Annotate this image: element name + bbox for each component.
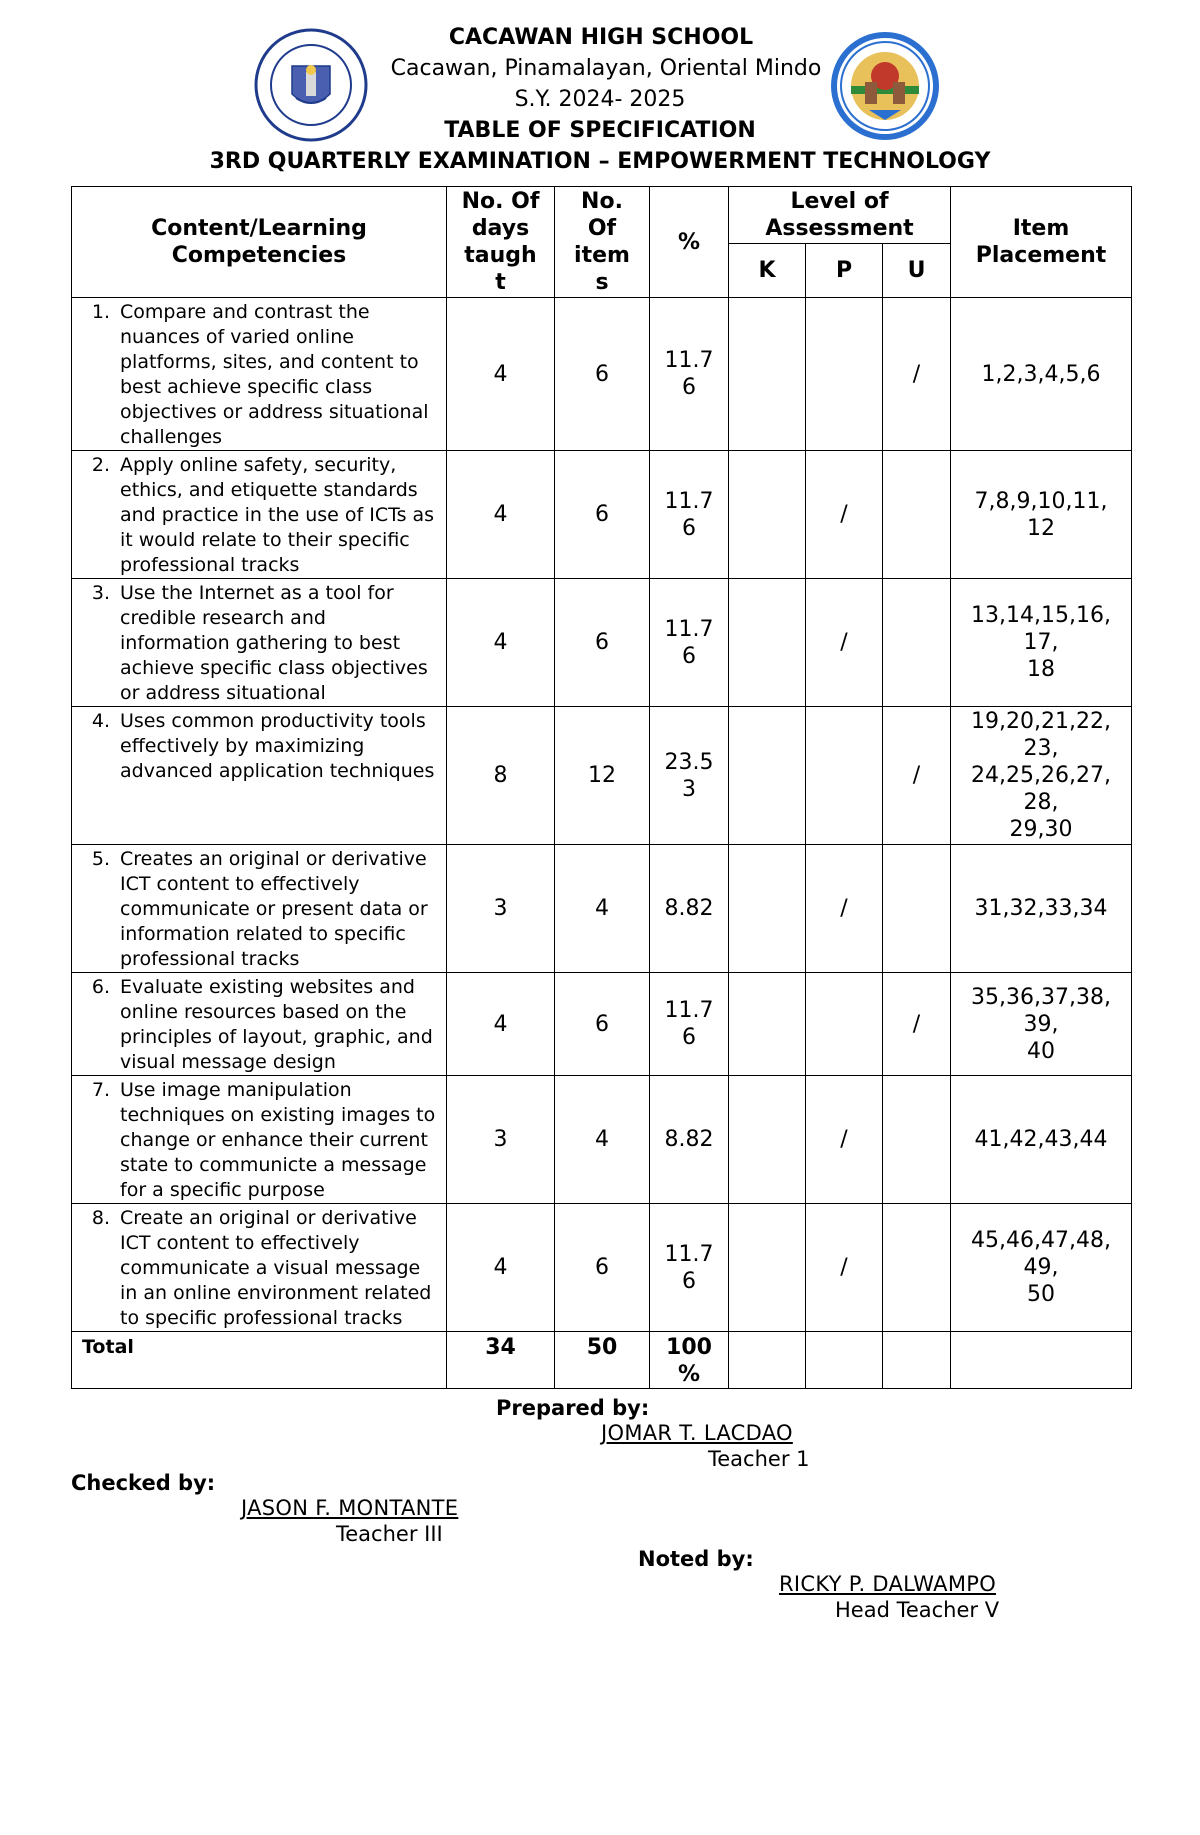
number-of-items-cell: 6 bbox=[555, 1204, 650, 1332]
header-days-taught: No. Of days taugh t bbox=[447, 187, 555, 298]
header-item-placement: Item Placement bbox=[951, 187, 1132, 298]
competency-row bbox=[72, 1076, 1132, 1204]
days-taught-cell: 4 bbox=[447, 579, 555, 707]
level-u-cell bbox=[883, 1076, 951, 1204]
level-p-cell: / bbox=[806, 1076, 883, 1204]
level-k-cell bbox=[729, 298, 806, 451]
level-p-cell: / bbox=[806, 1204, 883, 1332]
number-of-items-cell: 6 bbox=[555, 298, 650, 451]
competency-cell bbox=[72, 451, 447, 579]
competency-number: 8. bbox=[91, 1207, 110, 1229]
school-seal-logo bbox=[829, 30, 941, 142]
competency-number: 7. bbox=[91, 1079, 110, 1101]
level-p-cell bbox=[806, 973, 883, 1076]
school-name: CACAWAN HIGH SCHOOL bbox=[448, 25, 754, 50]
competency-text: Use the Internet as a tool for credible research and information gathering to best achieve specific class objectives or address situational bbox=[120, 582, 428, 704]
days-taught-cell: 3 bbox=[447, 1076, 555, 1204]
header-level-of-assessment: Level of Assessment bbox=[729, 187, 951, 244]
days-taught-cell: 4 bbox=[447, 1204, 555, 1332]
percent-cell: 8.82 bbox=[650, 845, 729, 973]
level-k-cell bbox=[729, 451, 806, 579]
total-row bbox=[72, 1332, 1132, 1389]
number-of-items-cell: 4 bbox=[555, 845, 650, 973]
competency-text: Create an original or derivative ICT content to effectively communicate a visual message in an online environment related to specific professional tracks bbox=[120, 1207, 432, 1329]
days-taught-cell: 4 bbox=[447, 451, 555, 579]
competency-cell bbox=[72, 298, 447, 451]
total-days: 34 bbox=[447, 1332, 555, 1389]
level-p-cell: / bbox=[806, 845, 883, 973]
total-p-cell bbox=[806, 1332, 883, 1389]
number-of-items-cell: 6 bbox=[555, 973, 650, 1076]
percent-cell: 11.7 6 bbox=[650, 973, 729, 1076]
competency-text: Uses common productivity tools effectively by maximizing advanced application techniques bbox=[120, 710, 435, 782]
competency-number: 1. bbox=[91, 301, 110, 323]
level-u-cell bbox=[883, 845, 951, 973]
level-k-cell bbox=[729, 845, 806, 973]
item-placement-cell: 31,32,33,34 bbox=[951, 845, 1132, 973]
competency-text: Use image manipulation techniques on existing images to change or enhance their current state to communicte a message for a specific purpose bbox=[120, 1079, 436, 1201]
total-k-cell bbox=[729, 1332, 806, 1389]
item-placement-cell: 7,8,9,10,11, 12 bbox=[951, 451, 1132, 579]
percent-cell: 11.7 6 bbox=[650, 579, 729, 707]
header-percent: % bbox=[650, 187, 729, 298]
total-placement-cell bbox=[951, 1332, 1132, 1389]
total-label: Total bbox=[72, 1332, 447, 1389]
number-of-items-cell: 6 bbox=[555, 579, 650, 707]
school-year: S.Y. 2024- 2025 bbox=[514, 87, 686, 112]
percent-cell: 11.7 6 bbox=[650, 451, 729, 579]
checked-by-label: Checked by: bbox=[71, 1471, 216, 1495]
competency-row bbox=[72, 707, 1132, 845]
level-p-cell: / bbox=[806, 451, 883, 579]
level-k-cell bbox=[729, 707, 806, 845]
competency-text: Evaluate existing websites and online resources based on the principles of layout, graphic, and visual message design bbox=[120, 976, 433, 1073]
level-u-cell: / bbox=[883, 298, 951, 451]
deped-seal-logo bbox=[254, 28, 368, 142]
competency-row bbox=[72, 1204, 1132, 1332]
days-taught-cell: 3 bbox=[447, 845, 555, 973]
competency-cell bbox=[72, 707, 447, 845]
level-u-cell bbox=[883, 579, 951, 707]
percent-cell: 23.5 3 bbox=[650, 707, 729, 845]
header-u: U bbox=[883, 244, 951, 298]
days-taught-cell: 4 bbox=[447, 973, 555, 1076]
level-u-cell: / bbox=[883, 973, 951, 1076]
total-items: 50 bbox=[555, 1332, 650, 1389]
item-placement-cell: 41,42,43,44 bbox=[951, 1076, 1132, 1204]
competency-number: 6. bbox=[91, 976, 110, 998]
level-p-cell: / bbox=[806, 579, 883, 707]
level-u-cell: / bbox=[883, 707, 951, 845]
total-percent: 100 % bbox=[650, 1332, 729, 1389]
item-placement-cell: 45,46,47,48, 49, 50 bbox=[951, 1204, 1132, 1332]
level-k-cell bbox=[729, 1076, 806, 1204]
noted-by-label: Noted by: bbox=[638, 1547, 754, 1571]
percent-cell: 8.82 bbox=[650, 1076, 729, 1204]
competency-cell bbox=[72, 1204, 447, 1332]
item-placement-cell: 1,2,3,4,5,6 bbox=[951, 298, 1132, 451]
competency-number: 3. bbox=[91, 582, 110, 604]
competency-row bbox=[72, 579, 1132, 707]
item-placement-cell: 13,14,15,16, 17, 18 bbox=[951, 579, 1132, 707]
number-of-items-cell: 4 bbox=[555, 1076, 650, 1204]
number-of-items-cell: 12 bbox=[555, 707, 650, 845]
competency-cell bbox=[72, 579, 447, 707]
checked-by-title: Teacher III bbox=[336, 1522, 443, 1546]
competency-number: 2. bbox=[91, 454, 110, 476]
prepared-by-name: JOMAR T. LACDAO bbox=[601, 1421, 793, 1445]
exam-title: 3RD QUARTERLY EXAMINATION – EMPOWERMENT TECHNOLOGY bbox=[209, 149, 991, 174]
prepared-by-label: Prepared by: bbox=[496, 1396, 650, 1420]
school-address: Cacawan, Pinamalayan, Oriental Mindo bbox=[390, 56, 822, 81]
competency-row bbox=[72, 973, 1132, 1076]
noted-by-name: RICKY P. DALWAMPO bbox=[779, 1572, 997, 1596]
competency-number: 5. bbox=[91, 848, 110, 870]
item-placement-cell: 19,20,21,22, 23, 24,25,26,27, 28, 29,30 bbox=[951, 707, 1132, 845]
specification-table bbox=[71, 186, 1132, 1389]
competency-row bbox=[72, 451, 1132, 579]
competency-cell bbox=[72, 845, 447, 973]
competency-row bbox=[72, 298, 1132, 451]
competency-text: Creates an original or derivative ICT content to effectively communicate or present data or information related to specific professional tracks bbox=[120, 848, 428, 970]
checked-by-name: JASON F. MONTANTE bbox=[241, 1496, 459, 1520]
competency-number: 4. bbox=[91, 710, 110, 732]
days-taught-cell: 8 bbox=[447, 707, 555, 845]
document-header bbox=[0, 22, 1200, 177]
level-p-cell bbox=[806, 707, 883, 845]
level-u-cell bbox=[883, 1204, 951, 1332]
header-competencies: Content/Learning Competencies bbox=[72, 187, 447, 298]
percent-cell: 11.7 6 bbox=[650, 298, 729, 451]
document-title: TABLE OF SPECIFICATION bbox=[444, 118, 756, 143]
days-taught-cell: 4 bbox=[447, 298, 555, 451]
competency-cell bbox=[72, 973, 447, 1076]
number-of-items-cell: 6 bbox=[555, 451, 650, 579]
competency-cell bbox=[72, 1076, 447, 1204]
item-placement-cell: 35,36,37,38, 39, 40 bbox=[951, 973, 1132, 1076]
level-k-cell bbox=[729, 579, 806, 707]
competency-text: Compare and contrast the nuances of varied online platforms, sites, and content to best achieve specific class objectives or address situational challenges bbox=[120, 301, 429, 448]
header-p: P bbox=[806, 244, 883, 298]
level-k-cell bbox=[729, 973, 806, 1076]
header-k: K bbox=[729, 244, 806, 298]
percent-cell: 11.7 6 bbox=[650, 1204, 729, 1332]
competency-row bbox=[72, 845, 1132, 973]
noted-by-title: Head Teacher V bbox=[835, 1598, 1000, 1622]
competency-text: Apply online safety, security, ethics, and etiquette standards and practice in the use of ICTs as it would relate to their specific professional tracks bbox=[120, 454, 435, 576]
header-number-of-items: No. Of item s bbox=[555, 187, 650, 298]
prepared-by-title: Teacher 1 bbox=[708, 1447, 810, 1471]
total-u-cell bbox=[883, 1332, 951, 1389]
level-k-cell bbox=[729, 1204, 806, 1332]
level-p-cell bbox=[806, 298, 883, 451]
level-u-cell bbox=[883, 451, 951, 579]
